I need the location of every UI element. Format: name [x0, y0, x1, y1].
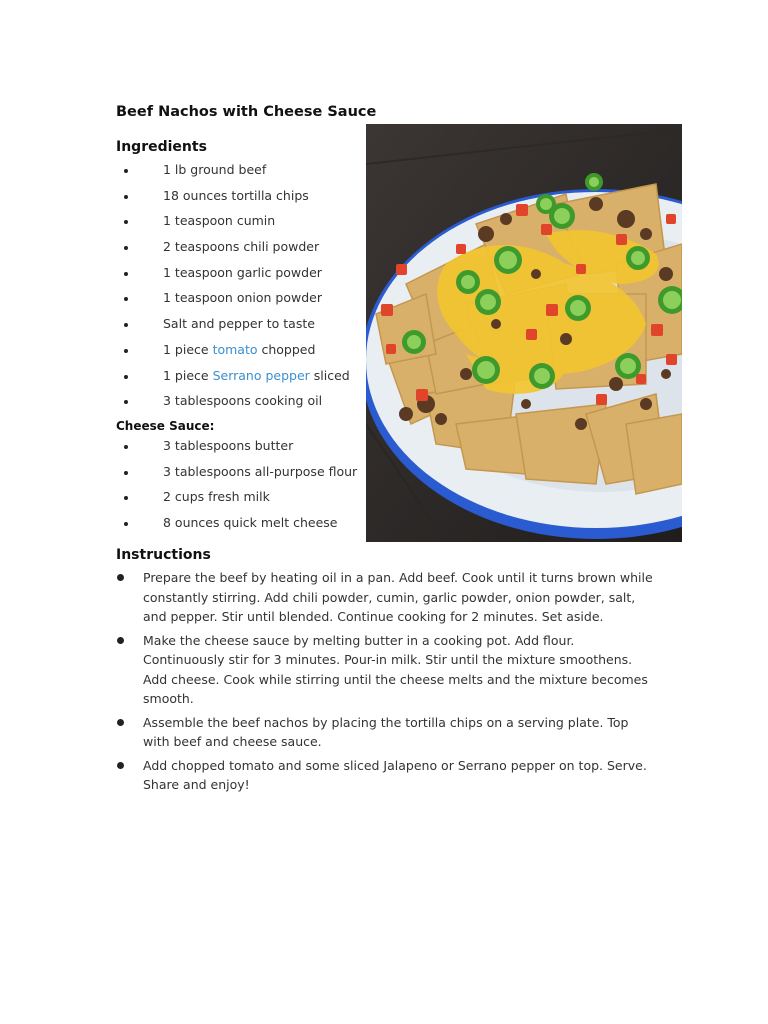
bullet [117, 719, 124, 726]
ingredients-heading: Ingredients [116, 139, 207, 155]
bullet [124, 297, 128, 301]
bullet [124, 272, 128, 276]
recipe-title: Beef Nachos with Cheese Sauce [116, 104, 377, 120]
bullet [117, 574, 124, 581]
nachos-photo [366, 124, 682, 542]
bullet [124, 220, 128, 224]
bullet [124, 349, 128, 353]
bullet [117, 637, 124, 644]
instruction-step: Add chopped tomato and some sliced Jalapeno or Serrano pepper on top. Serve. Share and enjoy! [116, 756, 656, 795]
bullet [124, 375, 128, 379]
bullet [124, 323, 128, 327]
instructions-heading: Instructions [116, 547, 211, 563]
instruction-step: Prepare the beef by heating oil in a pan. Add beef. Cook until it turns brown while constantly stirring. Add chili powder, cumin, garlic powder, onion powder, salt, and pepper. Stir until blended. Continue cooking for 2 minutes. Set aside. [116, 568, 656, 627]
bullet [124, 195, 128, 199]
instruction-step: Assemble the beef nachos by placing the tortilla chips on a serving plate. Top with beef and cheese sauce. [116, 713, 656, 752]
bullet [124, 522, 128, 526]
bullet [124, 246, 128, 250]
bullet [117, 762, 124, 769]
instructions-list [116, 568, 656, 799]
bullet [124, 445, 128, 449]
serrano-pepper-link[interactable]: Serrano pepper [212, 367, 310, 383]
bullet [124, 400, 128, 404]
bullet [124, 471, 128, 475]
instruction-step: Make the cheese sauce by melting butter in a cooking pot. Add flour. Continuously stir for 3 minutes. Pour-in milk. Stir until the mixture smoothens. Add cheese. Cook while stirring until the cheese melts and the mixture becomes smooth. [116, 631, 656, 709]
cheese-sauce-heading: Cheese Sauce: [116, 419, 215, 433]
bullet [124, 169, 128, 173]
tomato-link[interactable]: tomato [212, 341, 258, 357]
bullet [124, 496, 128, 500]
nachos-illustration [366, 124, 682, 542]
